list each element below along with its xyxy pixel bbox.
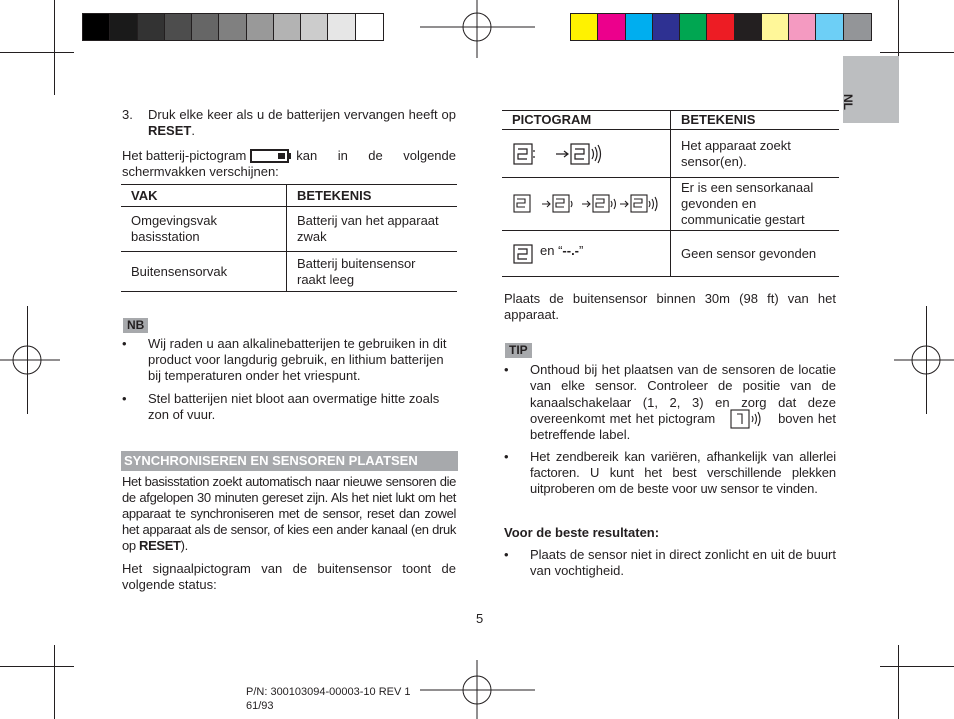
color-swatch <box>653 14 680 40</box>
table-header: PICTOGRAM <box>502 111 671 130</box>
gray-swatch <box>219 14 246 40</box>
gray-swatch <box>138 14 165 40</box>
pictogram-cell <box>502 178 671 231</box>
bullet: • <box>504 362 509 377</box>
nb-item: • Wij raden u aan alkalinebatterijen te gebruiken in dit product voor langdurig gebruik, en lithium batterijen bij temperaturen onder het vriespunt. <box>122 336 447 383</box>
registration-mark-right <box>894 340 954 380</box>
section-title: SYNCHRONISEREN EN SENSOREN PLAATSEN <box>121 451 458 471</box>
pictogram-cell: en “--.-” <box>502 231 671 277</box>
signal-table <box>502 110 839 277</box>
gray-swatch <box>192 14 219 40</box>
step-text: Druk elke keer als u de batterijen vervangen heeft op <box>148 107 456 122</box>
searching-signal-icon <box>512 141 602 167</box>
page-number: 5 <box>476 611 484 626</box>
table-row <box>121 252 457 292</box>
table-cell: Het apparaat zoekt sensor(en). <box>671 130 840 178</box>
channel-1-icon <box>730 408 764 430</box>
color-swatch <box>680 14 707 40</box>
table-cell: Batterij van het apparaat zwak <box>287 207 458 252</box>
best-results-title: Voor de beste resultaten: <box>504 525 660 540</box>
gray-swatch <box>356 14 383 40</box>
no-signal-icon <box>512 243 540 265</box>
bullet: • <box>122 336 127 351</box>
nb-item: • Stel batterijen niet bloot aan overmatige hitte zoals zon of vuur. <box>122 391 440 422</box>
battery-icon <box>250 149 292 163</box>
registration-mark-top <box>420 0 535 60</box>
table-row <box>502 178 839 231</box>
placement-paragraph: Plaats de buitensensor binnen 30m (98 ft) van het apparaat. <box>504 291 836 322</box>
table-cell: Er is een sensorkanaal gevonden en communicatie gestart <box>671 178 840 231</box>
table-row <box>121 207 457 252</box>
table-cell: Buitensensorvak <box>121 252 287 292</box>
color-swatch <box>816 14 843 40</box>
footer-sheet-number: 61/93 <box>246 700 274 712</box>
bullet: • <box>504 547 509 562</box>
found-signal-icon <box>512 193 662 215</box>
table-cell: Batterij buitensensor raakt leeg <box>287 252 458 292</box>
sync-paragraph: Het basisstation zoekt automatisch naar nieuwe sensoren die de afgelopen 30 minuten gereset zijn. Als het niet lukt om het apparaat te synchroniseren met de sensor, reset dan zowel het apparaat als de sensor, of kies een ander kanaal (en druk op RESET). <box>122 474 456 553</box>
tip-item: • Onthoud bij het plaatsen van de sensoren de locatie van elke sensor. Controleer de positie van de kanaalschakelaar (1, 2, 3) en zorg dat deze overeenkomt met het pictogram boven het betreffende label. <box>504 362 836 443</box>
battery-table <box>121 184 457 292</box>
table-header: BETEKENIS <box>287 185 458 207</box>
color-swatch <box>762 14 789 40</box>
step-3: 3. Druk elke keer als u de batterijen vervangen heeft op RESET. <box>122 107 456 138</box>
gray-swatch <box>301 14 328 40</box>
table-cell: Omgevingsvak basisstation <box>121 207 287 252</box>
gray-calibration-bar <box>82 13 384 41</box>
bullet: • <box>122 391 127 406</box>
gray-swatch <box>247 14 274 40</box>
color-calibration-bar <box>570 13 872 41</box>
nb-label: NB <box>123 318 148 333</box>
registration-mark-bottom <box>420 660 535 719</box>
color-swatch <box>844 14 871 40</box>
battery-intro: Het batterij-pictogram kan in de volgende schermvakken verschijnen: <box>122 148 456 179</box>
pictogram-cell <box>502 130 671 178</box>
step-number: 3. <box>122 107 133 122</box>
language-tab-label: NL <box>841 94 855 110</box>
gray-swatch <box>274 14 301 40</box>
color-swatch <box>735 14 762 40</box>
table-row <box>502 231 839 277</box>
gray-swatch <box>165 14 192 40</box>
table-header: VAK <box>121 185 287 207</box>
reset-keyword: RESET <box>148 123 192 138</box>
signal-paragraph: Het signaalpictogram van de buitensensor toont de volgende status: <box>122 561 456 592</box>
table-cell: Geen sensor gevonden <box>671 231 840 277</box>
table-header: BETEKENIS <box>671 111 840 130</box>
table-row <box>502 130 839 178</box>
gray-swatch <box>328 14 355 40</box>
color-swatch <box>626 14 653 40</box>
bullet: • <box>504 449 509 464</box>
gray-swatch <box>83 14 110 40</box>
best-item: • Plaats de sensor niet in direct zonlicht en uit de buurt van vochtigheid. <box>504 547 836 578</box>
language-tab <box>843 56 899 123</box>
footer-part-number: P/N: 300103094-00003-10 REV 1 <box>246 686 411 698</box>
tip-item: • Het zendbereik kan variëren, afhankelijk van allerlei factoren. U kunt het best verschillende plekken uitproberen om de beste voor uw sensor te vinden. <box>504 449 836 496</box>
gray-swatch <box>110 14 137 40</box>
color-swatch <box>707 14 734 40</box>
tip-label: TIP <box>505 343 532 358</box>
color-swatch <box>598 14 625 40</box>
color-swatch <box>789 14 816 40</box>
registration-mark-left <box>0 340 60 380</box>
color-swatch <box>571 14 598 40</box>
